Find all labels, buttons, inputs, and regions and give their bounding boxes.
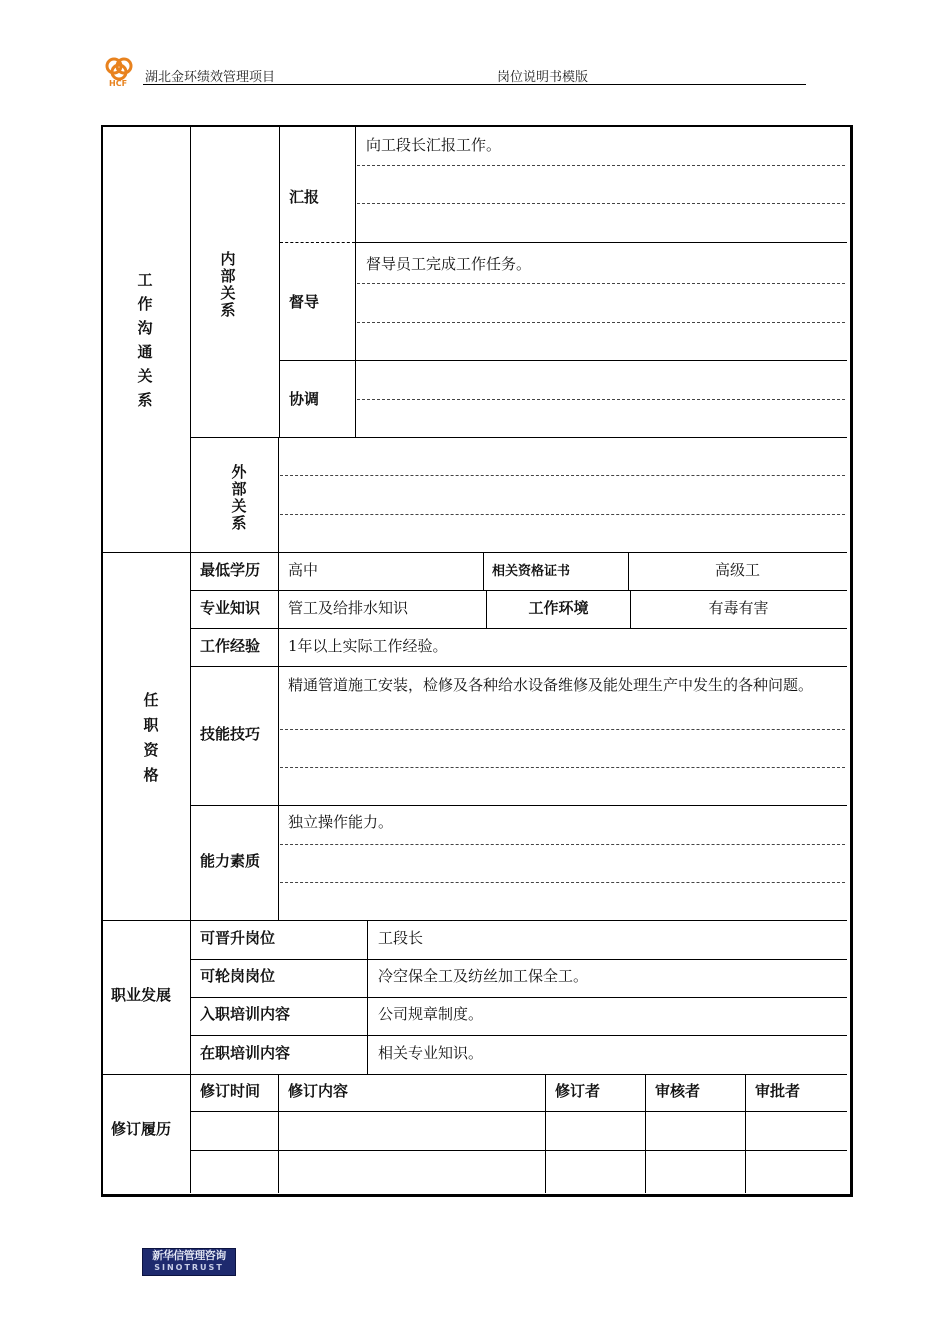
section-label-communication: 工 作 沟 通 关 系: [137, 271, 153, 409]
row-divider: [191, 590, 847, 591]
report-label: 汇报: [289, 188, 320, 206]
fill-line: [280, 844, 845, 845]
ability-value: 独立操作能力。: [288, 813, 394, 831]
rotation-label: 可轮岗岗位: [200, 967, 276, 985]
education-value: 高中: [288, 561, 319, 579]
row-divider: [191, 959, 847, 960]
row-divider: [191, 805, 847, 806]
section-label-qualification: 任 职 资 格: [143, 691, 159, 784]
induction-training-label: 入职培训内容: [200, 1005, 291, 1023]
row-divider: [191, 1035, 847, 1036]
row-divider: [280, 360, 847, 361]
revision-header-approver: 审批者: [755, 1082, 801, 1100]
ability-label: 能力素质: [200, 852, 261, 870]
fill-line: [357, 399, 845, 400]
column-divider: [355, 127, 356, 437]
work-environment-label: 工作环境: [528, 599, 589, 617]
fill-line: [280, 882, 845, 883]
report-text: 向工段长汇报工作。: [366, 136, 502, 154]
revision-header-content: 修订内容: [288, 1082, 349, 1100]
experience-value: 1年以上实际工作经验。: [288, 637, 448, 655]
experience-label: 工作经验: [200, 637, 261, 655]
column-divider: [278, 437, 279, 552]
row-divider: [356, 242, 847, 243]
certificate-value: 高级工: [714, 561, 760, 579]
column-divider: [278, 1075, 279, 1193]
fill-line: [280, 514, 845, 515]
company-logo: [100, 54, 140, 90]
header-rule: [143, 84, 806, 85]
row-divider: [191, 997, 847, 998]
education-label: 最低学历: [200, 561, 261, 579]
row-divider: [103, 552, 847, 553]
row-divider: [103, 1074, 847, 1075]
row-divider: [191, 1111, 847, 1112]
internal-relations-label: 内 部 关 系: [220, 250, 236, 319]
knowledge-value: 管工及给排水知识: [288, 599, 409, 617]
knowledge-label: 专业知识: [200, 599, 261, 617]
column-divider: [483, 553, 484, 590]
footer-logo-cn: 新华信管理咨询: [152, 1249, 226, 1262]
fill-line: [357, 322, 845, 323]
work-environment-value: 有毒有害: [708, 599, 769, 617]
footer-logo-en: SINOTRUST: [154, 1263, 224, 1272]
rotation-value: 冷空保全工及纺丝加工保全工。: [378, 967, 589, 985]
promotion-label: 可晋升岗位: [200, 929, 276, 947]
row-divider: [191, 666, 847, 667]
column-divider: [745, 1075, 746, 1193]
promotion-value: 工段长: [378, 929, 424, 947]
row-divider: [191, 628, 847, 629]
column-divider: [190, 127, 191, 1193]
document-title: 岗位说明书模版: [497, 70, 589, 85]
coordinate-label: 协调: [289, 390, 320, 408]
external-relations-label: 外 部 关 系: [231, 463, 247, 532]
fill-line: [280, 767, 845, 768]
table-frame: [101, 125, 853, 1197]
fill-line: [280, 475, 845, 476]
supervise-text: 督导员工完成工作任务。: [366, 255, 532, 273]
section-label-career: 职业发展: [111, 986, 172, 1004]
row-divider: [103, 920, 847, 921]
column-divider: [645, 1075, 646, 1193]
section-label-revision: 修订履历: [111, 1120, 172, 1138]
fill-line: [280, 729, 845, 730]
onjob-training-label: 在职培训内容: [200, 1044, 291, 1062]
revision-header-date: 修订时间: [200, 1082, 261, 1100]
footer-logo: [142, 1248, 236, 1276]
onjob-training-value: 相关专业知识。: [378, 1044, 484, 1062]
project-name: 湖北金环绩效管理项目: [145, 70, 276, 85]
logo-text: HCF: [109, 79, 128, 88]
induction-training-value: 公司规章制度。: [378, 1005, 484, 1023]
fill-line: [357, 165, 845, 166]
row-divider: [191, 437, 847, 438]
row-divider: [191, 1150, 847, 1151]
column-divider: [545, 1075, 546, 1193]
row-divider: [280, 242, 355, 243]
certificate-label: 相关资格证书: [492, 564, 571, 579]
fill-line: [357, 203, 845, 204]
skills-value: 精通管道施工安装，检修及各种给水设备维修及能处理生产中发生的各种问题。: [288, 676, 814, 694]
supervise-label: 督导: [289, 293, 320, 311]
skills-label: 技能技巧: [200, 725, 261, 743]
column-divider: [279, 127, 280, 437]
revision-header-reviewer: 审核者: [655, 1082, 701, 1100]
revision-header-reviser: 修订者: [555, 1082, 601, 1100]
column-divider: [278, 553, 279, 920]
fill-line: [357, 283, 845, 284]
